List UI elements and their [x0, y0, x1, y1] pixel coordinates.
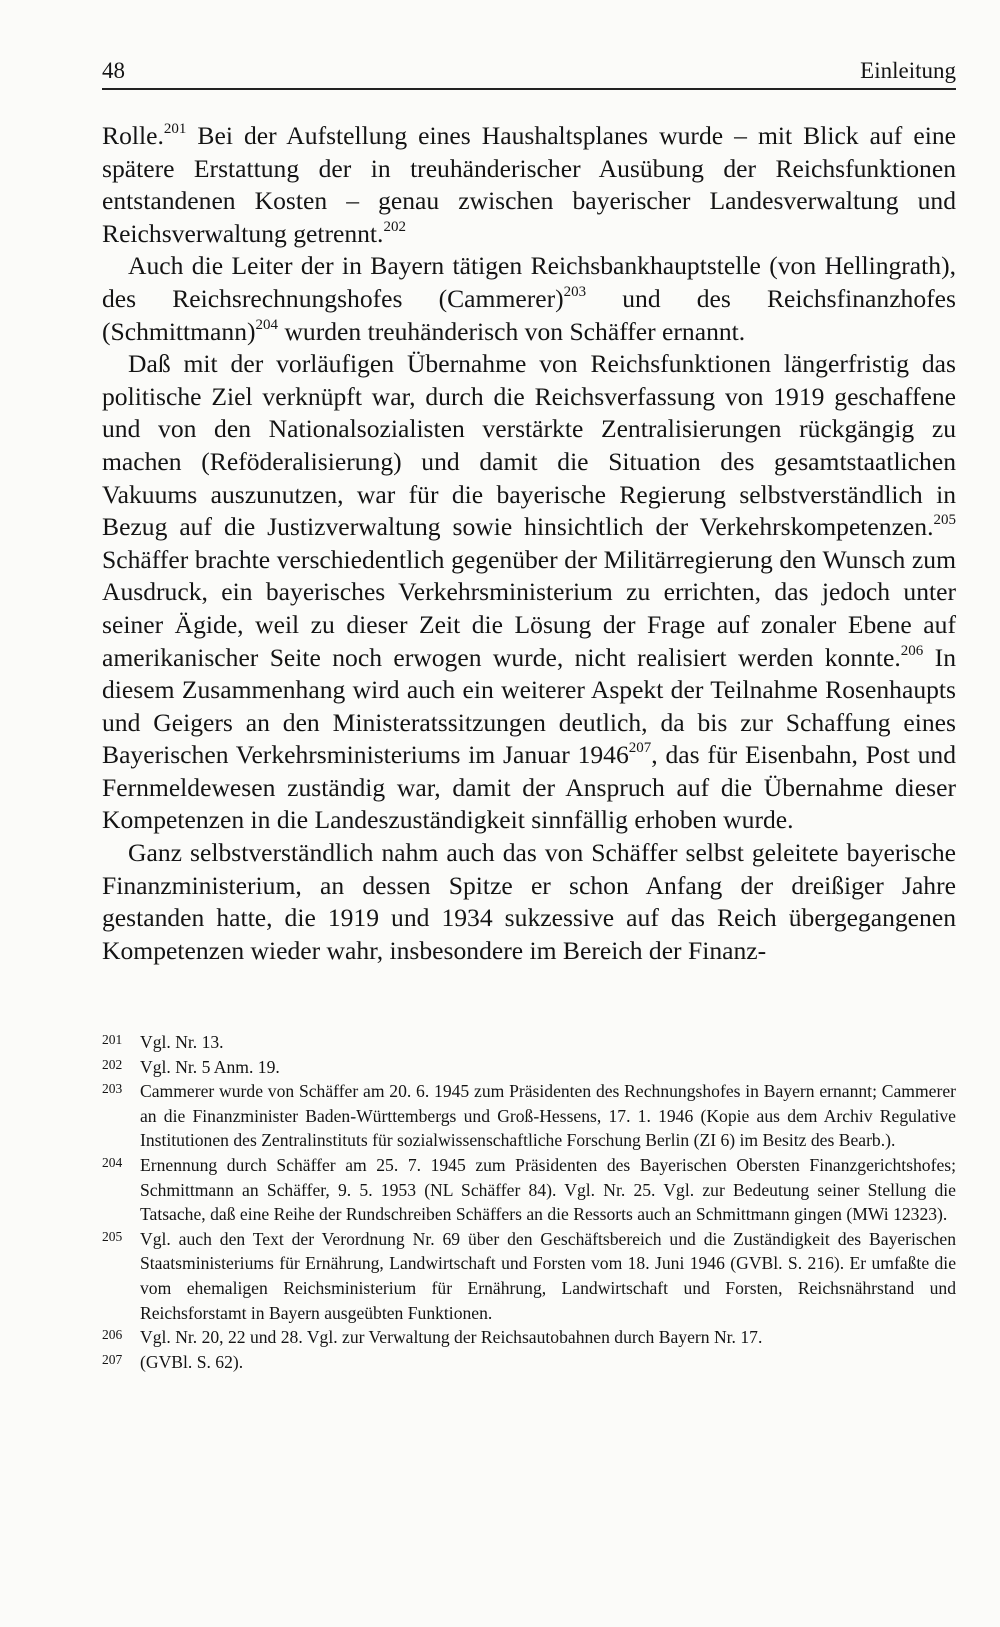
text-run: Ganz selbstverständlich nahm auch das von Schäffer selbst geleitete bayerische Finanzministerium, an dessen Spitze er schon Anfang der dreißiger Jahre gestanden hatte, die 1919 und 1934 sukzessive auf das Reich übergegangenen Kompetenzen wieder wahr, insbesondere im Bereich der Finanz-: [102, 838, 956, 965]
footnote-number: 207: [102, 1351, 123, 1367]
main-text: [102, 120, 956, 967]
footnote: [102, 1153, 956, 1227]
header-rule: [102, 88, 956, 90]
footnote-ref-202[interactable]: 202: [383, 218, 406, 235]
paragraph-4: [102, 837, 956, 967]
footnote-number: 205: [102, 1228, 123, 1244]
footnote: [102, 1079, 956, 1153]
footnote-ref-205[interactable]: 205: [933, 512, 956, 529]
running-title: Einleitung: [860, 58, 956, 83]
footnote-text: Cammerer wurde von Schäffer am 20. 6. 1945 zum Präsidenten des Rechnungshofes in Bayern ernannt; Cammerer an die Finanzminister Baden-Württembergs und Groß-Hessens, 17. 1. 1946 (Kopie aus dem Archiv Regulative Institutionen des Zentralinstituts für sozialwissenschaftliche Forschung Berlin (ZI 6) im Besitz des Bearb.).: [140, 1081, 956, 1151]
footnote: [102, 1030, 956, 1055]
text-run: Daß mit der vorläufigen Übernahme von Reichsfunktionen längerfristig das politische Ziel verknüpft war, durch die Reichsverfassung von 1919 geschaffene und von den Nationalsozialisten verstärkte Zentralisierungen rückgängig zu machen (Reföderalisierung) und damit die Situation des gesamtstaatlichen Vakuums auszunutzen, war für die bayerische Regierung selbstverständlich in Bezug auf die Justizverwaltung sowie hinsichtlich der Verkehrskompetenzen.: [102, 349, 956, 542]
footnote-text: Vgl. Nr. 5 Anm. 19.: [140, 1056, 280, 1077]
footnote-ref-204[interactable]: 204: [255, 316, 279, 333]
page-number: 48: [102, 58, 125, 83]
footnote-text: Vgl. Nr. 13.: [140, 1032, 224, 1052]
footnote-text: Vgl. auch den Text der Verordnung Nr. 69 über den Geschäftsbereich und die Zuständigkeit des Bayerischen Staatsministeriums für Ernährung, Landwirtschaft und Forsten vom 18. Juni 1946 (GVBl. S. 216). Er umfaßte die vom ehemaligen Reichsministerium für Ernährung, Landwirtschaft und Forsten, Reichsnährstand und Reichsforstamt in Bayern ausgeübten Funktionen.: [140, 1228, 956, 1323]
footnote-ref-206[interactable]: 206: [900, 642, 924, 659]
footnote-number: 201: [102, 1032, 123, 1047]
paragraph-3: [102, 348, 956, 837]
text-run: Bei der Aufstellung eines Haushaltsplanes wurde – mit Blick auf eine spätere Erstattung der in treuhänderischer Ausübung der Reichsfunktionen entstandenen Kosten – genau zwischen bayerischer Landesverwaltung und Reichsverwaltung getrennt.: [102, 121, 956, 248]
footnote-ref-207[interactable]: 207: [628, 740, 652, 757]
footnote-text: (GVBl. S. 62).: [140, 1351, 244, 1372]
footnote-number: 202: [102, 1056, 123, 1072]
page-header: [102, 54, 956, 88]
text-run: Auch die Leiter der in Bayern tätigen Reichsbankhauptstelle (von Hellingrath), des Reichsrechnungshofes (Cammerer): [102, 251, 956, 313]
text-run: In diesem Zusammenhang wird auch ein weiterer Aspekt der Teilnahme Rosenhaupts und Geigers an den Ministeratssitzungen deutlich, da bis zur Schaffung eines Bayerischen Verkehrsministeriums im Januar 1946: [102, 642, 956, 770]
text-run: wurden treuhänderisch von Schäffer ernannt.: [278, 316, 746, 346]
footnote-number: 203: [102, 1081, 123, 1097]
footnote: [102, 1055, 956, 1080]
text-run: Rolle.: [102, 121, 164, 150]
text-run: und des Reichsfinanzhofes (Schmittmann): [102, 283, 956, 346]
footnote-text: Ernennung durch Schäffer am 25. 7. 1945 zum Präsidenten des Bayerischen Obersten Finanzgerichtshofes; Schmittmann an Schäffer, 9. 5. 1953 (NL Schäffer 84). Vgl. Nr. 25. Vgl. zur Bedeutung seiner Stellung die Tatsache, daß eine Reihe der Rundschreiben Schäffers an die Ressorts auch an Schmittmann gingen (MWi 12323).: [140, 1154, 956, 1225]
paragraph-1: [102, 120, 956, 250]
footnote: [102, 1227, 956, 1325]
footnote-number: 204: [102, 1154, 123, 1170]
paragraph-2: [102, 250, 956, 348]
footnote-text: Vgl. Nr. 20, 22 und 28. Vgl. zur Verwaltung der Reichsautobahnen durch Bayern Nr. 17.: [140, 1327, 763, 1348]
footnote-ref-203[interactable]: 203: [563, 283, 587, 300]
footnotes: [102, 1030, 956, 1374]
footnote-number: 206: [102, 1327, 123, 1343]
text-run: Schäffer brachte verschiedentlich gegenüber der Militärregierung den Wunsch zum Ausdruck, ein bayerisches Verkehrsministerium zu errichten, das jedoch unter seiner Ägide, weil zu dieser Zeit die Lösung der Frage auf zonaler Ebene auf amerikanischer Seite noch erwogen wurde, nicht realisiert werden konnte.: [102, 544, 956, 672]
footnote: [102, 1350, 956, 1375]
footnote-ref-201[interactable]: 201: [163, 121, 187, 137]
text-run: , das für Eisenbahn, Post und Fernmeldewesen zuständig war, damit der Anspruch auf die Übernahme dieser Kompetenzen in die Landeszuständigkeit sinnfällig erhoben wurde.: [102, 740, 957, 835]
footnote: [102, 1325, 956, 1350]
